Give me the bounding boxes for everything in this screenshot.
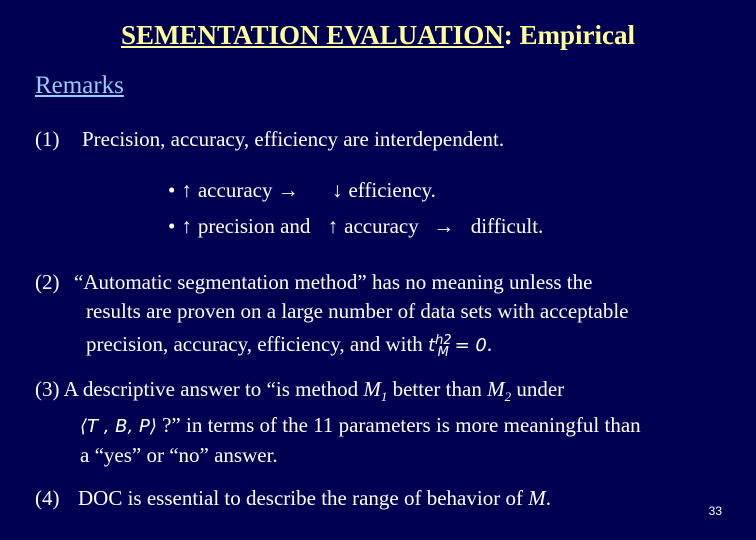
remark-3-line-3: a “yes” or “no” answer. <box>80 443 278 468</box>
right-arrow-icon: → <box>277 178 299 202</box>
bullet-2-a: precision and <box>197 214 311 238</box>
tmh-math: $t^{h2}_M = 0$ <box>428 333 487 360</box>
remark-4-number: (4) <box>35 486 60 510</box>
title-rest: : Empirical <box>503 20 636 50</box>
tbp-tuple: ⟨T , B, P⟩ <box>80 416 157 438</box>
subtitle: Remarks <box>35 72 124 99</box>
slide-title <box>0 20 756 51</box>
remark-3-line-1b: better than <box>392 377 482 401</box>
bullet-2-b: accuracy <box>344 214 419 238</box>
remark-3 <box>35 375 641 470</box>
remark-4-end: . <box>545 486 551 510</box>
remark-1-text: Precision, accuracy, efficiency are interdependent. <box>82 127 505 151</box>
title-main: SEMENTATION EVALUATION <box>120 20 504 50</box>
remark-2-line-1: “Automatic segmentation method” has no meaning unless the <box>74 270 593 294</box>
remark-2-line-3: precision, accuracy, efficiency, and with <box>86 332 423 356</box>
bullet-1 <box>168 178 436 203</box>
bullet-1-b: efficiency. <box>348 178 436 202</box>
remark-2-line-2: results are proven on a large number of data sets with acceptable <box>86 299 629 323</box>
remark-3-line-1c: under <box>516 377 565 401</box>
m1-symbol: $M_1$ <box>363 377 388 405</box>
remark-4 <box>35 484 551 513</box>
up-arrow-icon: ↑ <box>181 214 192 238</box>
remark-2-number: (2) <box>35 270 60 294</box>
remark-3-number: (3) <box>35 377 60 401</box>
remark-1-number: (1) <box>35 127 60 151</box>
m-symbol: M <box>528 486 546 510</box>
remark-1 <box>35 125 504 154</box>
bullet-2-c: difficult. <box>470 214 544 238</box>
up-arrow-icon: ↑ <box>181 178 192 202</box>
down-arrow-icon: ↓ <box>331 178 343 202</box>
remark-3-line-1a: A descriptive answer to “is method <box>63 377 359 401</box>
right-arrow-icon: → <box>433 214 455 238</box>
remark-2 <box>35 268 628 367</box>
page-number: 33 <box>708 504 722 518</box>
bullet-2 <box>168 214 543 239</box>
remark-4-text: DOC is essential to describe the range of behavior of <box>78 486 523 510</box>
bullet-icon: • <box>168 214 176 238</box>
up-arrow-icon: ↑ <box>327 214 339 238</box>
bullet-icon: • <box>168 178 176 202</box>
remark-2-end: . <box>486 332 493 356</box>
remark-3-line-2: ?” in terms of the 11 parameters is more meaningful than <box>162 413 641 438</box>
m2-symbol: $M_2$ <box>487 377 512 405</box>
bullet-1-a: accuracy <box>197 178 273 202</box>
